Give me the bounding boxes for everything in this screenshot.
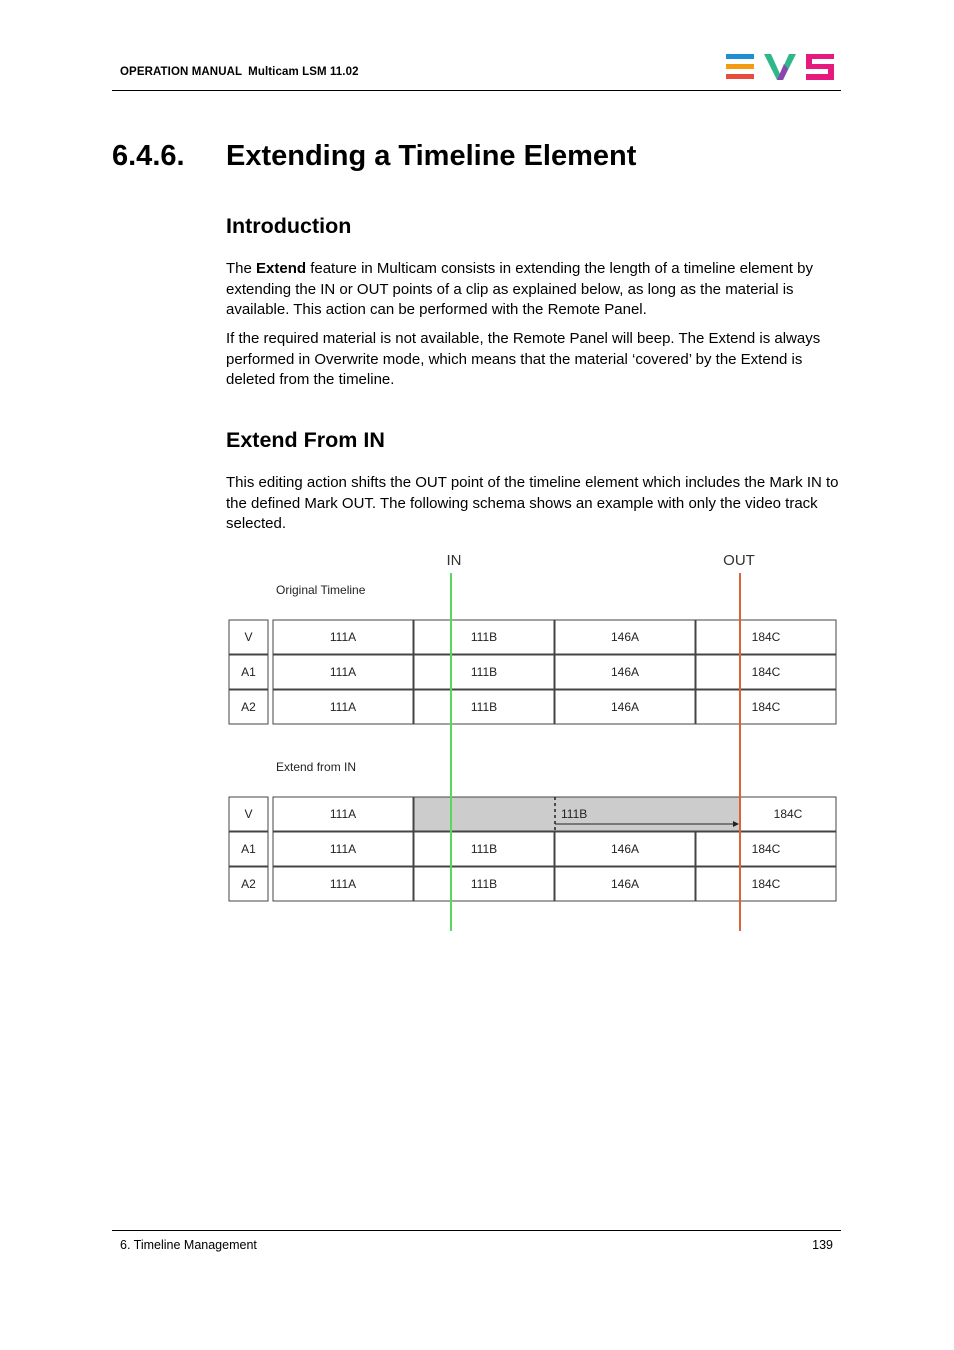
running-header xyxy=(120,66,359,78)
clip-label: 146A xyxy=(610,665,640,679)
intro-p1-prefix: The xyxy=(226,260,257,277)
footer-chapter: 6. Timeline Management xyxy=(120,1238,257,1252)
track-name: A2 xyxy=(241,877,256,891)
intro-paragraph-1 xyxy=(226,259,846,321)
section-title xyxy=(112,140,636,173)
out-label: OUT xyxy=(723,552,755,569)
logo-bar xyxy=(726,54,754,59)
clip-label: 111A xyxy=(329,807,357,821)
track-name: V xyxy=(244,807,253,821)
clip-label: 111B xyxy=(470,630,498,644)
intro-p1-bold: Extend xyxy=(256,260,307,277)
clip-label: 111B xyxy=(470,877,498,891)
track-name: A2 xyxy=(241,700,256,714)
logo-bar xyxy=(726,74,754,79)
logo-bar xyxy=(726,64,754,69)
clip-label: 111A xyxy=(329,700,357,714)
clip-label: 146A xyxy=(610,877,640,891)
timeline-caption: Original Timeline xyxy=(276,583,366,597)
product-label: Multicam LSM 11.02 xyxy=(248,66,359,78)
in-label: IN xyxy=(446,552,462,569)
clip-label: 184C xyxy=(751,842,781,856)
intro-paragraph-2: If the required material is not available, the Remote Panel will beep. The Extend is always performed in Overwrite mode, which means that the material ‘covered’ by the Extend is deleted from the timeline. xyxy=(226,330,821,388)
clip-label: 111B xyxy=(561,807,588,821)
timeline-diagram xyxy=(220,545,850,940)
clip-label: 111A xyxy=(329,665,357,679)
clip-label: 111B xyxy=(470,665,498,679)
extend-paragraph: This editing action shifts the OUT point of the timeline element which includes the Mark IN to the defined Mark OUT. The following schema shows an example with only the video track selected. xyxy=(226,474,839,532)
header-rule xyxy=(112,90,841,91)
section-title-text: Extending a Timeline Element xyxy=(226,140,637,172)
clip-label: 111A xyxy=(329,842,357,856)
track-name: A1 xyxy=(241,665,256,679)
clip-label: 146A xyxy=(610,630,640,644)
clip-label: 184C xyxy=(751,877,781,891)
intro-p1-rest: feature in Multicam consists in extending the length of a timeline element by extending the IN or OUT points of a clip as explained below, as long as the material is available. This action can be performed with the Remote Panel. xyxy=(226,260,813,318)
page-number: 139 xyxy=(812,1238,833,1252)
clip-label: 184C xyxy=(751,700,781,714)
track-name: V xyxy=(244,630,253,644)
section-number: 6.4.6. xyxy=(112,140,185,172)
logo-s xyxy=(806,54,834,80)
evs-logo xyxy=(724,52,836,82)
clip-label: 184C xyxy=(751,665,781,679)
clip-label: 111B xyxy=(470,700,498,714)
clip-label: 146A xyxy=(610,842,640,856)
clip-label: 111B xyxy=(470,842,498,856)
footer-rule xyxy=(112,1230,841,1231)
clip-label: 111A xyxy=(329,630,357,644)
manual-label: OPERATION MANUAL xyxy=(120,66,243,78)
clip-label: 111A xyxy=(329,877,357,891)
clip-label: 184C xyxy=(751,630,781,644)
clip-label: 184C xyxy=(773,807,803,821)
track-name: A1 xyxy=(241,842,256,856)
introduction-heading: Introduction xyxy=(226,214,352,238)
extend-from-in-heading: Extend From IN xyxy=(226,428,385,452)
clip-label: 146A xyxy=(610,700,640,714)
timeline-caption: Extend from IN xyxy=(276,760,357,774)
